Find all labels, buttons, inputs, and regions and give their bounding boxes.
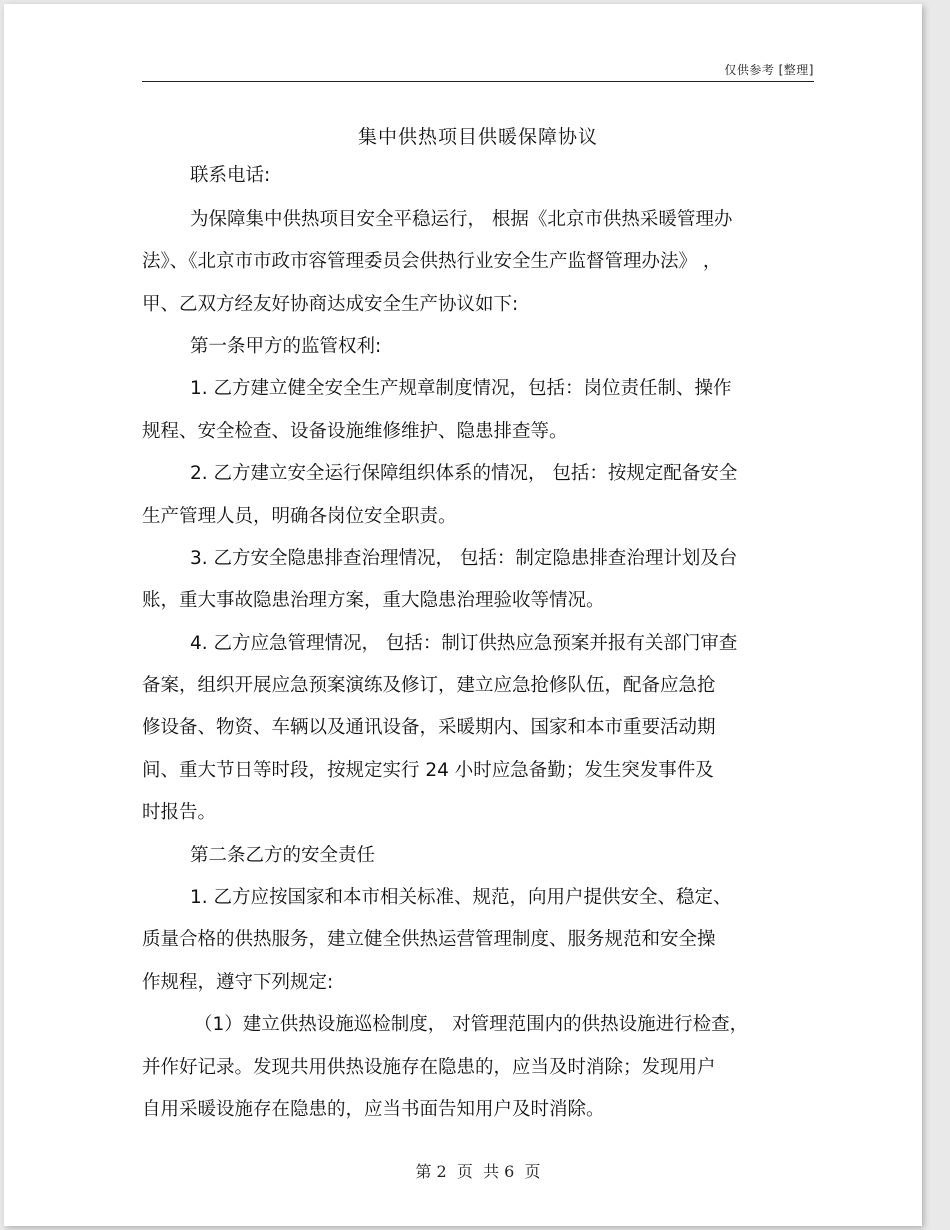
document-title: 集中供热项目供暖保障协议 (357, 126, 598, 148)
body-line: 联系电话: (190, 165, 271, 186)
body-line: 第一条甲方的监管权利: (190, 336, 382, 357)
body-line: 修设备、物资、车辆以及通讯设备，采暖期内、国家和本市重要活动期 (142, 717, 716, 738)
header-note: 仅供参考 [整理] (724, 63, 814, 77)
body-line: （1）建立供热设施巡检制度， 对管理范围内的供热设施进行检查， (194, 1014, 749, 1035)
body-line: 间、重大节日等时段，按规定实行 24 小时应急备勤；发生突发事件及 (142, 760, 714, 781)
document-page (4, 4, 922, 1226)
page-header (142, 59, 814, 82)
body-line: 并作好记录。发现共用供热设施存在隐患的，应当及时消除；发现用户 (142, 1057, 716, 1078)
body-line: 甲、乙双方经友好协商达成安全生产协议如下: (142, 294, 519, 315)
body-line: 自用采暖设施存在隐患的，应当书面告知用户及时消除。 (142, 1099, 605, 1120)
body-line: 质量合格的供热服务，建立健全供热运营管理制度、服务规范和安全操 (142, 929, 716, 950)
page-number: 第 2 页 共 6 页 (415, 1162, 541, 1181)
body-line: 为保障集中供热项目安全平稳运行， 根据《北京市供热采暖管理办 (190, 209, 733, 230)
body-line: 第二条乙方的安全责任 (190, 845, 376, 866)
body-line: 作规程，遵守下列规定: (142, 972, 334, 993)
body-line: 账，重大事故隐患治理方案，重大隐患治理验收等情况。 (142, 590, 605, 611)
body-line: 4. 乙方应急管理情况， 包括：制订供热应急预案并报有关部门审查 (190, 633, 738, 654)
body-line: 3. 乙方安全隐患排查治理情况， 包括：制定隐患排查治理计划及台 (190, 548, 738, 569)
body-line: 1. 乙方建立健全安全生产规章制度情况，包括：岗位责任制、操作 (190, 378, 732, 399)
body-line: 备案，组织开展应急预案演练及修订，建立应急抢修队伍，配备应急抢 (142, 675, 716, 696)
body-line: 时报告。 (142, 802, 217, 823)
body-line: 生产管理人员，明确各岗位安全职责。 (142, 506, 457, 527)
body-line: 2. 乙方建立安全运行保障组织体系的情况， 包括：按规定配备安全 (190, 463, 738, 484)
body-line: 规程、安全检查、设备设施维修维护、隐患排查等。 (142, 421, 568, 442)
body-line: 法》、《北京市市政市容管理委员会供热行业安全生产监督管理办法》 ， (142, 251, 722, 272)
body-line: 1. 乙方应按国家和本市相关标准、规范，向用户提供安全、稳定、 (190, 887, 732, 908)
